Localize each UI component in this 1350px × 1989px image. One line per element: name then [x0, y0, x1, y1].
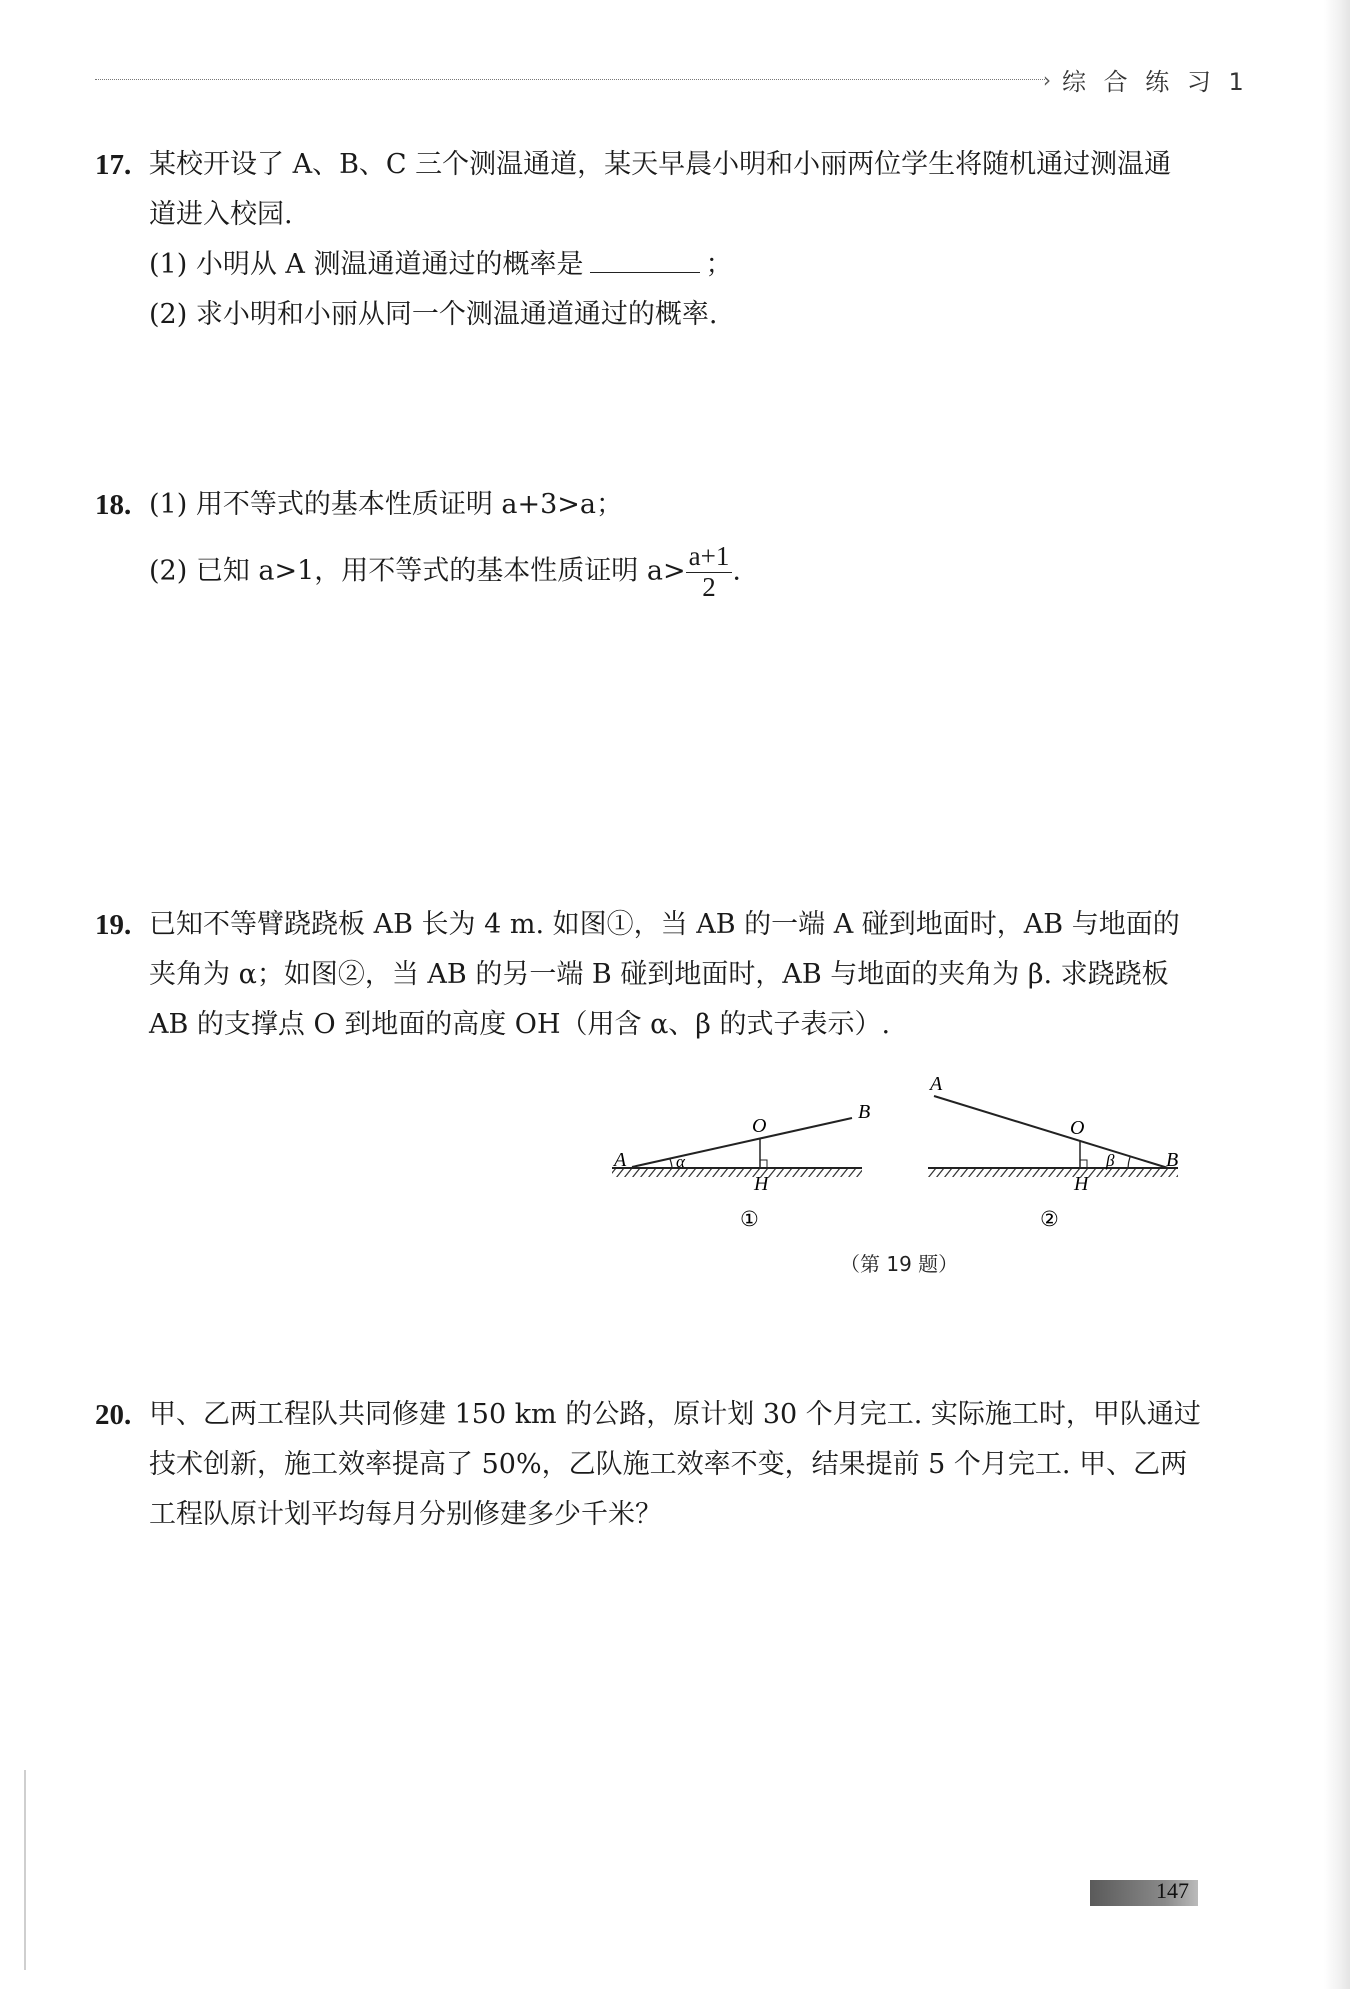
- fraction: [686, 542, 733, 602]
- seesaw-board: [632, 1118, 852, 1167]
- question-text-line: 已知不等臂跷跷板 AB 长为 4 m. 如图①，当 AB 的一端 A 碰到地面时，AB 与地面的: [149, 909, 1180, 940]
- label-beta: β: [1106, 1151, 1115, 1170]
- label-b: B: [858, 1101, 871, 1123]
- figure-caption: （第 19 题）: [840, 1252, 959, 1276]
- question-17: [95, 140, 1205, 340]
- seesaw-board: [934, 1096, 1168, 1168]
- subquestion-1: [149, 240, 1205, 290]
- subquestion-text: (1) 小明从 A 测温通道通过的概率是: [149, 249, 584, 280]
- question-text-line: 夹角为 α；如图②，当 AB 的另一端 B 碰到地面时，AB 与地面的夹角为 β. 求跷跷板: [149, 959, 1169, 990]
- question-text-line: 某校开设了 A、B、C 三个测温通道，某天早晨小明和小丽两位学生将随机通过测温通: [149, 149, 1172, 180]
- page-edge-shadow: [1324, 0, 1350, 1989]
- label-a: A: [614, 1149, 627, 1171]
- question-number: 20.: [95, 1399, 132, 1431]
- label-o: O: [1070, 1117, 1085, 1139]
- right-angle-mark: [1080, 1160, 1087, 1168]
- seesaw-diagram: [600, 1068, 1220, 1248]
- question-text-line: 道进入校园.: [149, 199, 293, 230]
- figure-2: [928, 1073, 1178, 1231]
- header-dotted-line: [95, 79, 1045, 80]
- subquestion-2: [149, 542, 1205, 602]
- ground-hatch: [612, 1168, 862, 1177]
- label-alpha: α: [676, 1152, 685, 1171]
- figure-1-caption: ①: [740, 1207, 759, 1231]
- answer-blank[interactable]: [590, 250, 700, 273]
- subquestion-1: (1) 用不等式的基本性质证明 a+3>a；: [149, 489, 624, 520]
- question-number: 18.: [95, 489, 132, 521]
- subquestion-text: (2) 已知 a>1，用不等式的基本性质证明 a>: [149, 555, 686, 587]
- figure-2-caption: ②: [1040, 1207, 1059, 1231]
- subquestion-2: (2) 求小明和小丽从同一个测温通道通过的概率.: [149, 299, 718, 330]
- question-number: 17.: [95, 149, 132, 181]
- label-h: H: [1074, 1173, 1089, 1195]
- question-text-line: 甲、乙两工程队共同修建 150 km 的公路，原计划 30 个月完工. 实际施工时，甲队通过: [149, 1399, 1201, 1430]
- figure-1: [612, 1101, 870, 1231]
- angle-arc: [670, 1159, 672, 1167]
- subquestion-punct: ；: [705, 249, 733, 280]
- question-20: [95, 1390, 1205, 1540]
- fraction-numerator: a+1: [686, 542, 733, 573]
- question-18: [95, 480, 1205, 602]
- header-title: 综 合 练 习 1: [1062, 68, 1249, 96]
- label-h: H: [754, 1173, 769, 1195]
- question-text-line: AB 的支撑点 O 到地面的高度 OH（用含 α、β 的式子表示）.: [149, 1009, 891, 1040]
- label-o: O: [752, 1115, 767, 1137]
- scan-mark: [24, 1770, 26, 1970]
- right-angle-mark: [760, 1160, 767, 1168]
- label-a: A: [930, 1073, 943, 1095]
- header-arrow-icon: ›: [1043, 68, 1051, 92]
- page-number: 147: [1156, 1878, 1189, 1903]
- label-b: B: [1166, 1149, 1179, 1171]
- fraction-denominator: 2: [702, 571, 716, 602]
- question-text-line: 工程队原计划平均每月分别修建多少千米？: [149, 1499, 662, 1530]
- question-number: 19.: [95, 909, 132, 941]
- subquestion-punct: .: [732, 555, 741, 587]
- question-19: [95, 900, 1205, 1050]
- angle-arc: [1128, 1157, 1130, 1168]
- question-text-line: 技术创新，施工效率提高了 50%，乙队施工效率不变，结果提前 5 个月完工. 甲、乙两: [149, 1449, 1188, 1480]
- ground-hatch: [928, 1168, 1178, 1177]
